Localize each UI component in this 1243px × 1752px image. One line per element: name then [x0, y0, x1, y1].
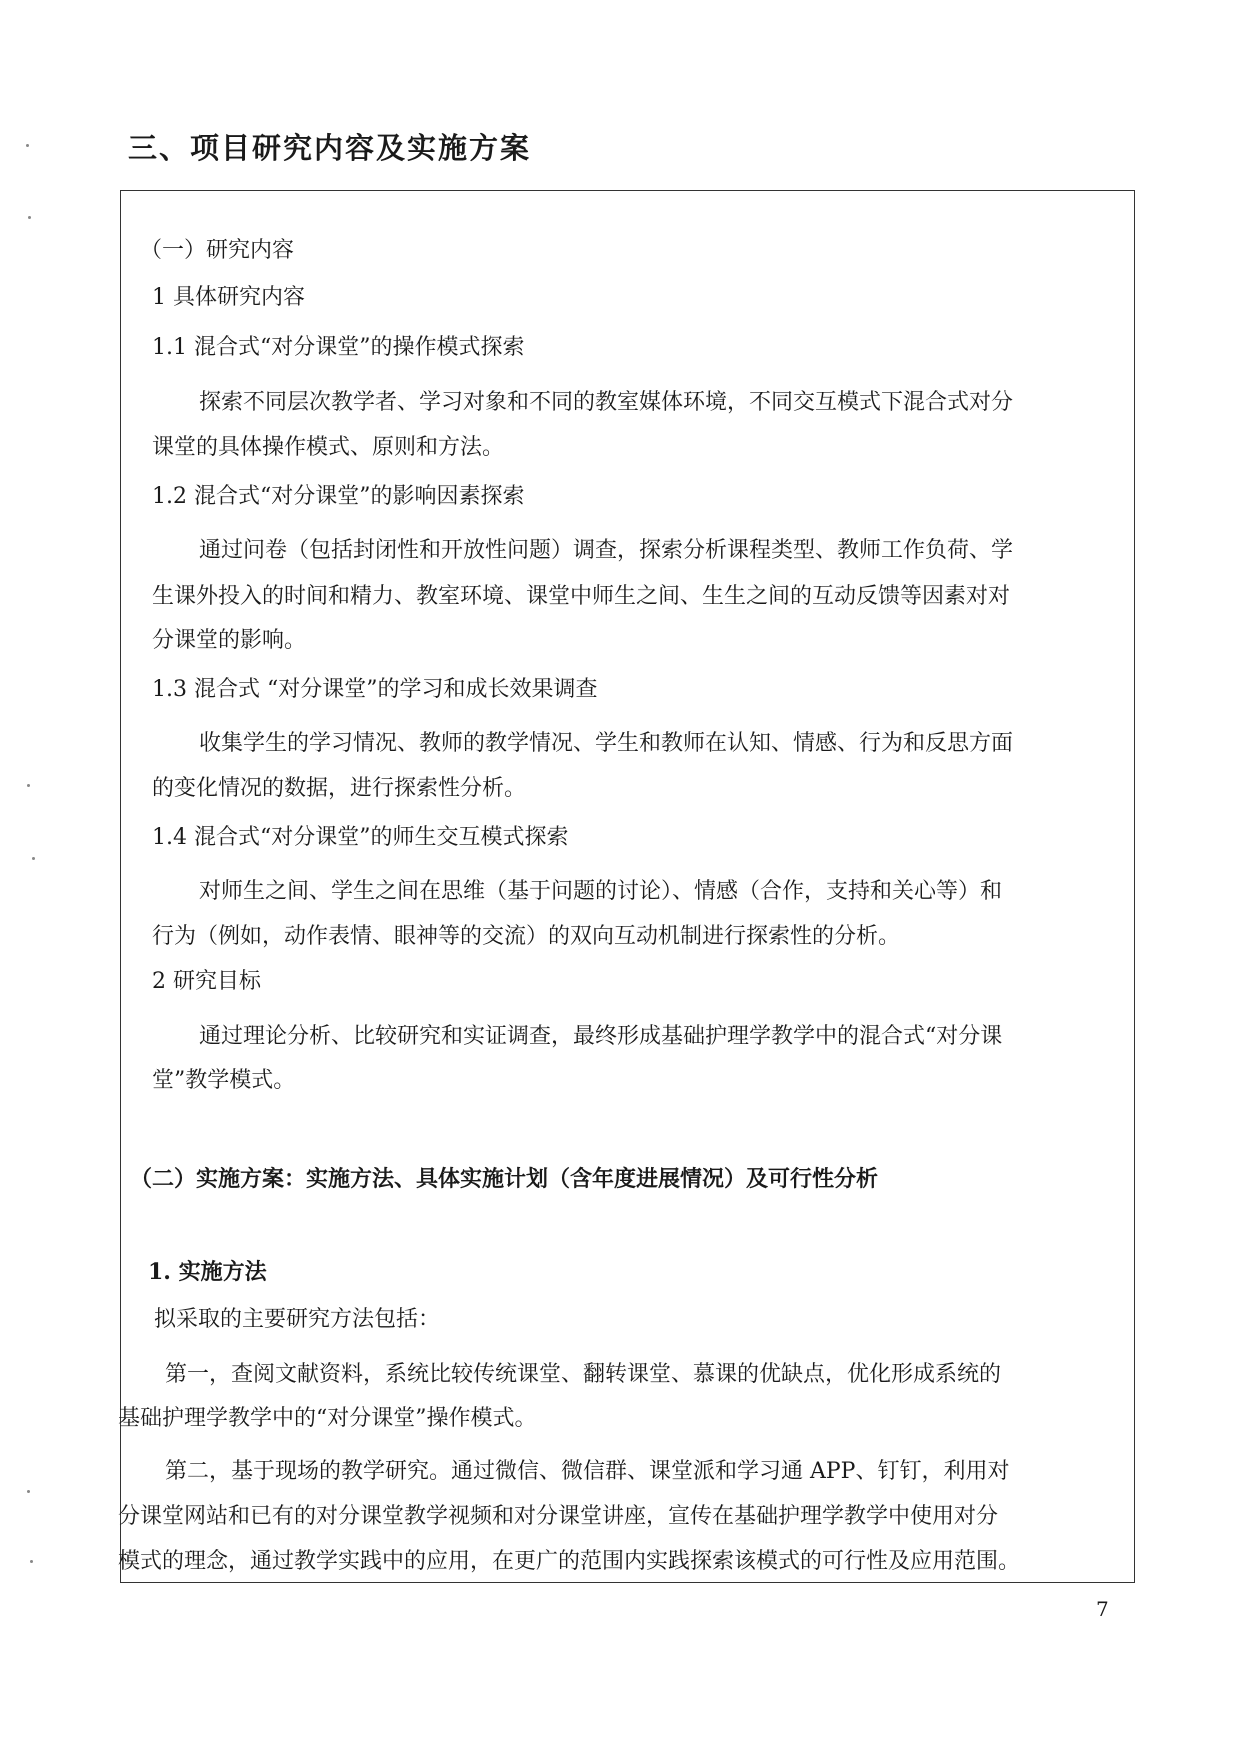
paragraph-line: 对师生之间、学生之间在思维（基于问题的讨论）、情感（合作，支持和关心等）和 [199, 879, 1003, 904]
margin-dot [26, 144, 29, 147]
paragraph-line: 课堂的具体操作模式、原则和方法。 [152, 435, 505, 460]
paragraph-line: 基础护理学教学中的“对分课堂”操作模式。 [118, 1406, 537, 1431]
paragraph-line: 分课堂网站和已有的对分课堂教学视频和对分课堂讲座，宣传在基础护理学教学中使用对分 [118, 1504, 999, 1529]
heading-1-1: 1.1 混合式“对分课堂”的操作模式探索 [152, 335, 525, 360]
paragraph-line: 拟采取的主要研究方法包括： [154, 1307, 441, 1332]
paragraph-line: 探索不同层次教学者、学习对象和不同的教室媒体环境，不同交互模式下混合式对分 [199, 390, 1014, 415]
paragraph-line: 通过问卷（包括封闭性和开放性问题）调查，探索分析课程类型、教师工作负荷、学 [199, 538, 1014, 563]
heading-research-goal: 2 研究目标 [152, 969, 261, 994]
paragraph-line: 第二，基于现场的教学研究。通过微信、微信群、课堂派和学习通 APP、钉钉，利用对 [165, 1459, 1010, 1484]
margin-dot [27, 1490, 30, 1493]
paragraph-line: 分课堂的影响。 [152, 628, 307, 653]
paragraph-line: 通过理论分析、比较研究和实证调查，最终形成基础护理学教学中的混合式“对分课 [199, 1024, 1003, 1049]
margin-dot [32, 857, 35, 860]
heading-1-2: 1.2 混合式“对分课堂”的影响因素探索 [152, 484, 525, 509]
heading-implementation-method: 1. 实施方法 [148, 1259, 267, 1285]
paragraph-line: 堂”教学模式。 [152, 1068, 296, 1093]
subsection-heading: （二）实施方案：实施方法、具体实施计划（含年度进展情况）及可行性分析 [130, 1166, 879, 1192]
paragraph-line: 收集学生的学习情况、教师的教学情况、学生和教师在认知、情感、行为和反思方面 [199, 731, 1014, 756]
heading-1-3: 1.3 混合式 “对分课堂”的学习和成长效果调查 [152, 677, 598, 702]
heading-1-4: 1.4 混合式“对分课堂”的师生交互模式探索 [152, 825, 569, 850]
paragraph-line: 生课外投入的时间和精力、教室环境、课堂中师生之间、生生之间的互动反馈等因素对对 [152, 584, 1011, 609]
margin-dot [30, 1560, 33, 1563]
heading-research-content: 1 具体研究内容 [152, 285, 305, 310]
paragraph-line: 行为（例如，动作表情、眼神等的交流）的双向互动机制进行探索性的分析。 [152, 924, 901, 949]
margin-dot [28, 216, 31, 219]
paragraph-line: 第一，查阅文献资料，系统比较传统课堂、翻转课堂、慕课的优缺点，优化形成系统的 [165, 1362, 1002, 1387]
subsection-heading: （一）研究内容 [140, 238, 295, 263]
section-title: 三、项目研究内容及实施方案 [128, 131, 532, 165]
paragraph-line: 的变化情况的数据，进行探索性分析。 [152, 776, 527, 801]
paragraph-line: 模式的理念，通过教学实践中的应用，在更广的范围内实践探索该模式的可行性及应用范围。 [118, 1549, 1021, 1574]
margin-dot [27, 784, 30, 787]
page-number: 7 [1096, 1597, 1109, 1621]
